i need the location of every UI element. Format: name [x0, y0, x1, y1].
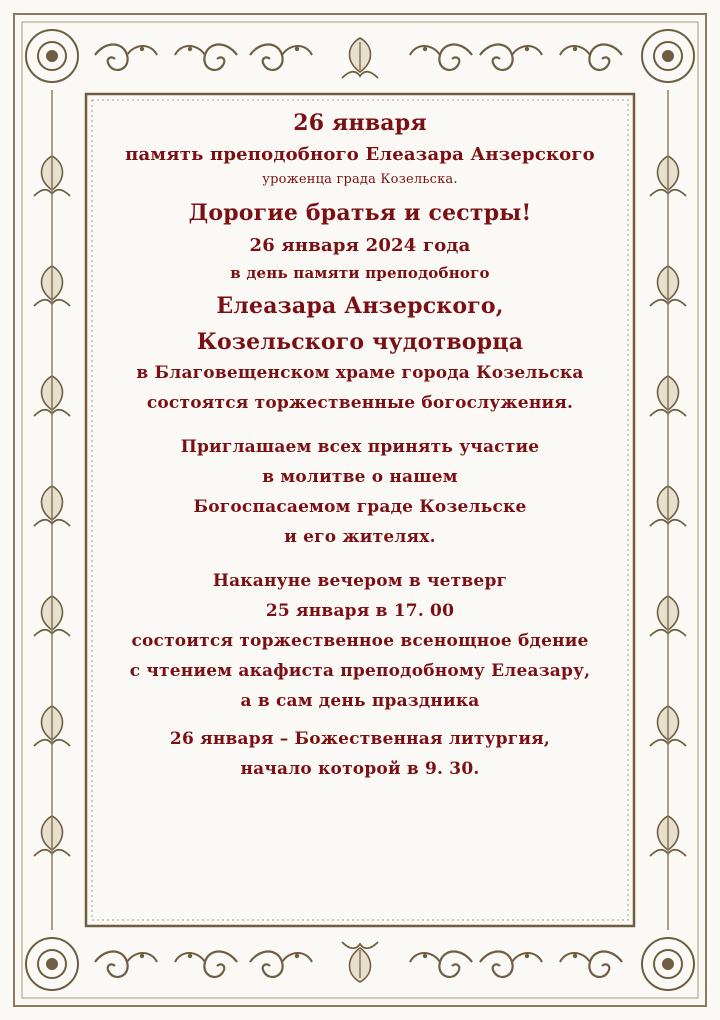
native-line: уроженца града Козельска.	[262, 172, 458, 187]
eve-line-3: состоится торжественное всенощное бдение	[131, 631, 589, 651]
service-line-2: состоятся торжественные богослужения.	[146, 393, 574, 413]
eve-line-1: Накануне вечером в четверг	[212, 571, 508, 591]
announcement	[100, 108, 620, 784]
eve-line-2: 25 января в 17. 00	[265, 601, 455, 621]
invite-line-3: Богоспасаемом граде Козельске	[193, 497, 527, 517]
invite-line-1: Приглашаем всех принять участие	[180, 437, 540, 457]
saint-name-2: Козельского чудотворца	[196, 329, 524, 355]
greeting: Дорогие братья и сестры!	[188, 200, 532, 226]
service-line-1: в Благовещенском храме города Козельска	[136, 363, 584, 383]
invite-line-2: в молитве о нашем	[262, 467, 458, 487]
liturgy-line-1: 26 января – Божественная литургия,	[169, 729, 551, 749]
date-heading: 26 января	[293, 110, 427, 136]
eve-line-4: с чтением акафиста преподобному Елеазару,	[129, 661, 591, 681]
date-year: 26 января 2024 года	[249, 235, 471, 256]
saint-name-1: Елеазара Анзерского,	[216, 293, 504, 319]
memory-line: память преподобного Елеазара Анзерского	[125, 144, 595, 165]
invite-line-4: и его жителях.	[284, 527, 436, 547]
liturgy-line-2: начало которой в 9. 30.	[240, 759, 480, 779]
eve-line-5: а в сам день праздника	[240, 691, 480, 711]
day-of-memory: в день памяти преподобного	[230, 264, 490, 282]
